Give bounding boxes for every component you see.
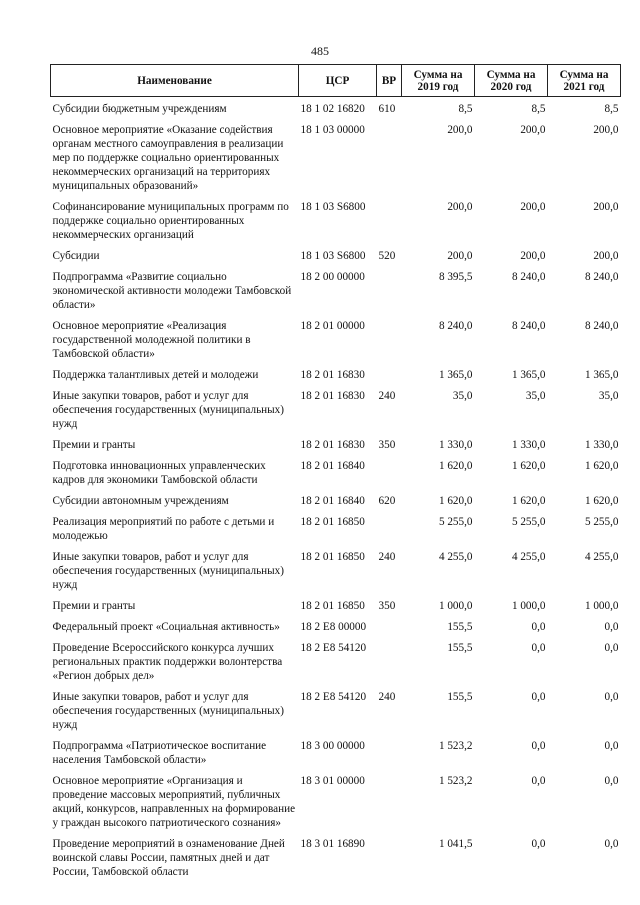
row-vr: 350: [378, 600, 396, 612]
row-sum-2019: 1 041,5: [438, 838, 473, 850]
row-sum-2021: 8 240,0: [584, 320, 619, 332]
row-csr: 18 3 00 00000: [300, 740, 365, 752]
table-body: [51, 97, 621, 887]
table-row: [51, 739, 621, 774]
row-sum-2021: 5 255,0: [584, 516, 619, 528]
row-sum-2021: 1 330,0: [584, 439, 619, 451]
row-sum-2020: 1 365,0: [511, 369, 546, 381]
row-sum-2020: 0,0: [531, 642, 546, 654]
row-csr: 18 2 01 16830: [300, 439, 365, 451]
table-row: [51, 319, 621, 368]
row-vr: 610: [378, 103, 396, 115]
table-row: [51, 690, 621, 739]
row-name: Подпрограмма «Развитие социально экономической активности молодежи Тамбовской области»: [52, 271, 292, 311]
table-row: [51, 459, 621, 494]
row-sum-2020: 1 620,0: [511, 495, 546, 507]
row-csr: 18 1 03 00000: [300, 124, 365, 136]
row-vr: [377, 774, 402, 837]
row-name: Федеральный проект «Социальная активность»: [52, 621, 280, 633]
row-name: Проведение мероприятий в ознаменование Дней воинской славы России, памятных дней и дат России, Тамбовской области: [52, 838, 285, 878]
row-sum-2020: 1 000,0: [511, 600, 546, 612]
row-sum-2019: 1 523,2: [438, 740, 473, 752]
table-row: [51, 774, 621, 837]
row-csr: 18 2 E8 00000: [300, 621, 367, 633]
row-vr: [377, 200, 402, 249]
row-csr: 18 2 01 16840: [300, 495, 365, 507]
row-vr: 240: [378, 551, 396, 563]
row-sum-2019: 200,0: [447, 201, 473, 213]
row-csr: 18 3 01 16890: [300, 838, 365, 850]
row-vr: 350: [378, 439, 396, 451]
row-csr: 18 3 01 00000: [300, 775, 365, 787]
row-name: Премии и гранты: [52, 600, 136, 612]
row-name: Поддержка талантливых детей и молодежи: [52, 369, 259, 381]
row-name: Субсидии бюджетным учреждениям: [52, 103, 227, 115]
row-vr: [377, 459, 402, 494]
table-row: [51, 837, 621, 886]
row-sum-2020: 1 620,0: [511, 460, 546, 472]
row-sum-2019: 1 523,2: [438, 775, 473, 787]
row-sum-2021: 0,0: [604, 621, 619, 633]
row-sum-2021: 200,0: [593, 124, 619, 136]
row-sum-2020: 0,0: [531, 740, 546, 752]
row-name: Основное мероприятие «Организация и проведение массовых мероприятий, публичных акций, конкурсов, направленных на формирование у граждан высокого патриотического сознания»: [52, 775, 296, 829]
table-row: [51, 620, 621, 641]
row-vr: [377, 368, 402, 389]
row-csr: 18 1 02 16820: [300, 103, 365, 115]
row-sum-2019: 155,5: [447, 621, 473, 633]
table-row: [51, 641, 621, 690]
row-name: Иные закупки товаров, работ и услуг для обеспечения государственных (муниципальных) нужд: [52, 551, 284, 591]
row-sum-2020: 8 240,0: [511, 271, 546, 283]
row-name: Премии и гранты: [52, 439, 136, 451]
table-row: [51, 438, 621, 459]
table-row: [51, 550, 621, 599]
row-sum-2021: 0,0: [604, 642, 619, 654]
row-vr: [377, 620, 402, 641]
row-sum-2021: 0,0: [604, 838, 619, 850]
row-sum-2020: 4 255,0: [511, 551, 546, 563]
row-vr: [377, 319, 402, 368]
table-row: [51, 389, 621, 438]
row-sum-2019: 5 255,0: [438, 516, 473, 528]
table-row: [51, 270, 621, 319]
row-sum-2020: 0,0: [531, 691, 546, 703]
row-vr: [377, 739, 402, 774]
row-name: Подготовка инновационных управленческих кадров для экономики Тамбовской области: [52, 460, 266, 486]
row-csr: 18 1 03 S6800: [300, 250, 366, 262]
row-csr: 18 2 00 00000: [300, 271, 365, 283]
row-name: Подпрограмма «Патриотическое воспитание населения Тамбовской области»: [52, 740, 267, 766]
table-row: [51, 200, 621, 249]
row-sum-2020: 35,0: [525, 390, 546, 402]
row-sum-2021: 0,0: [604, 740, 619, 752]
row-sum-2021: 1 365,0: [584, 369, 619, 381]
row-sum-2019: 1 330,0: [438, 439, 473, 451]
row-sum-2019: 155,5: [447, 691, 473, 703]
row-sum-2019: 155,5: [447, 642, 473, 654]
row-csr: 18 1 03 S6800: [300, 201, 366, 213]
row-sum-2019: 1 365,0: [438, 369, 473, 381]
table-header: [51, 65, 621, 97]
row-sum-2020: 0,0: [531, 838, 546, 850]
row-sum-2021: 0,0: [604, 691, 619, 703]
row-sum-2020: 1 330,0: [511, 439, 546, 451]
row-sum-2021: 8 240,0: [584, 271, 619, 283]
row-name: Проведение Всероссийского конкурса лучших региональных практик поддержки волонтерства «Регион добрых дел»: [52, 642, 283, 682]
row-csr: 18 2 01 00000: [300, 320, 365, 332]
row-sum-2021: 8,5: [604, 103, 619, 115]
header-name: Наименование: [51, 65, 299, 97]
row-sum-2019: 35,0: [452, 390, 473, 402]
row-sum-2019: 200,0: [447, 124, 473, 136]
row-sum-2019: 200,0: [447, 250, 473, 262]
row-sum-2020: 5 255,0: [511, 516, 546, 528]
row-sum-2020: 0,0: [531, 621, 546, 633]
row-sum-2019: 8,5: [458, 103, 473, 115]
row-sum-2020: 0,0: [531, 775, 546, 787]
header-vr: ВР: [377, 65, 402, 97]
row-csr: 18 2 E8 54120: [300, 642, 367, 654]
row-sum-2021: 0,0: [604, 775, 619, 787]
row-name: Субсидии: [52, 250, 100, 262]
row-csr: 18 2 01 16840: [300, 460, 365, 472]
row-sum-2019: 8 395,5: [438, 271, 473, 283]
row-sum-2020: 200,0: [520, 124, 546, 136]
table-row: [51, 368, 621, 389]
row-csr: 18 2 01 16850: [300, 551, 365, 563]
row-name: Субсидии автономным учреждениям: [52, 495, 229, 507]
row-vr: [377, 270, 402, 319]
row-csr: 18 2 01 16850: [300, 516, 365, 528]
row-sum-2021: 1 000,0: [584, 600, 619, 612]
table-row: [51, 97, 621, 124]
row-vr: [377, 837, 402, 886]
row-sum-2021: 1 620,0: [584, 460, 619, 472]
row-sum-2021: 35,0: [598, 390, 619, 402]
row-sum-2020: 8 240,0: [511, 320, 546, 332]
row-sum-2020: 8,5: [531, 103, 546, 115]
row-vr: 520: [378, 250, 396, 262]
row-sum-2020: 200,0: [520, 250, 546, 262]
row-csr: 18 2 01 16830: [300, 369, 365, 381]
row-name: Софинансирование муниципальных программ по поддержке социально ориентированных некоммерческих организаций: [52, 201, 289, 241]
page-number: 485: [311, 44, 329, 58]
row-name: Иные закупки товаров, работ и услуг для обеспечения государственных (муниципальных) нужд: [52, 691, 284, 731]
table-row: [51, 123, 621, 200]
row-vr: [377, 123, 402, 200]
row-sum-2019: 1 620,0: [438, 495, 473, 507]
row-vr: 240: [378, 691, 396, 703]
row-vr: [377, 515, 402, 550]
row-vr: 620: [378, 495, 396, 507]
row-csr: 18 2 E8 54120: [300, 691, 367, 703]
row-name: Основное мероприятие «Реализация государственной молодежной политики в Тамбовской области»: [52, 320, 251, 360]
row-name: Иные закупки товаров, работ и услуг для обеспечения государственных (муниципальных) нужд: [52, 390, 284, 430]
row-csr: 18 2 01 16850: [300, 600, 365, 612]
table-row: [51, 515, 621, 550]
table-row: [51, 249, 621, 270]
row-sum-2021: 1 620,0: [584, 495, 619, 507]
row-sum-2019: 1 000,0: [438, 600, 473, 612]
row-name: Основное мероприятие «Оказание содействия органам местного самоуправления в реализации мер по поддержке социально ориентированных некоммерческих организаций на территориях муниципальных образований»: [52, 124, 284, 192]
row-sum-2021: 4 255,0: [584, 551, 619, 563]
row-vr: [377, 641, 402, 690]
table-row: [51, 494, 621, 515]
row-csr: 18 2 01 16830: [300, 390, 365, 402]
row-sum-2019: 4 255,0: [438, 551, 473, 563]
row-vr: 240: [378, 390, 396, 402]
row-sum-2019: 8 240,0: [438, 320, 473, 332]
header-csr: ЦСР: [299, 65, 377, 97]
header-sum-2019: Сумма на 2019 год: [402, 65, 475, 97]
header-sum-2021: Сумма на 2021 год: [548, 65, 621, 97]
row-sum-2019: 1 620,0: [438, 460, 473, 472]
row-sum-2021: 200,0: [593, 250, 619, 262]
row-name: Реализация мероприятий по работе с детьми и молодежью: [52, 516, 275, 542]
row-sum-2020: 200,0: [520, 201, 546, 213]
row-sum-2021: 200,0: [593, 201, 619, 213]
table-row: [51, 599, 621, 620]
header-sum-2020: Сумма на 2020 год: [475, 65, 548, 97]
budget-table: [50, 64, 621, 886]
